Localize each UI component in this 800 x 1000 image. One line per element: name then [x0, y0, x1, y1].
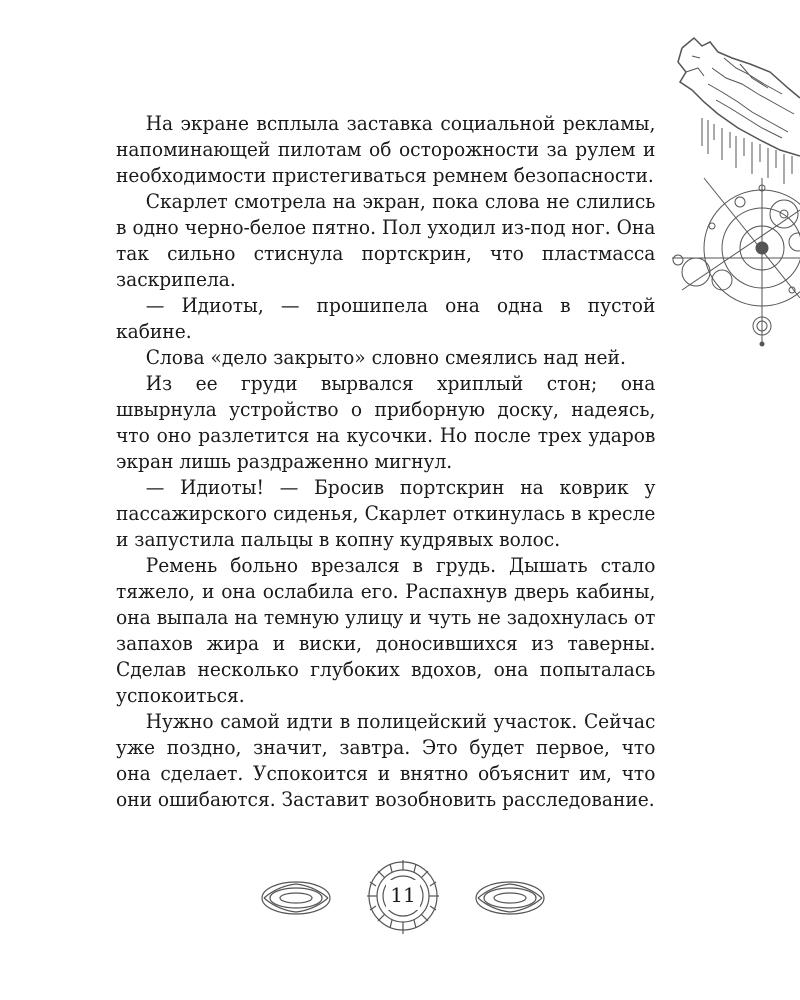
paragraph-5: Из ее груди вырвался хриплый стон; она швырнула устройство о приборную доску, надеясь, что оно разлетится на кусочки. Но после трех ударов экран лишь раздраженно мигнул. [116, 371, 656, 473]
paragraph-6: — Идиоты! — Бросив портскрин на коврик у пассажирского сиденья, Скарлет откинулась в кресле и запустила пальцы в копну кудрявых волос. [116, 475, 656, 551]
paragraph-8: Нужно самой идти в полицейский участок. Сейчас уже поздно, значит, завтра. Это будет первое, что она сделает. Успокоится и внятно объяснит им, что они ошибаются. Заставит возобновить расследование. [116, 709, 656, 811]
paragraph-1: На экране всплыла заставка социальной рекламы, напоминающей пилотам об осторожности за рулем и необходимости пристегиваться ремнем безопасности. [116, 111, 656, 187]
paragraph-4: Слова «дело закрыто» словно смеялись над ней. [145, 345, 626, 369]
paragraph-2: Скарлет смотрела на экран, пока слова не слились в одно черно-белое пятно. Пол уходил из-под ног. Она так сильно стиснула портскрин, что пластмасса заскрипела. [116, 189, 656, 291]
page-footer [258, 858, 548, 938]
paragraph-3: — Идиоты, — прошипела она одна в пустой кабине. [116, 293, 656, 343]
wolf-howling-icon [652, 28, 800, 350]
paragraph-7: Ремень больно врезался в грудь. Дышать стало тяжело, и она ослабила его. Распахнув дверь кабины, она выпала на темную улицу и чуть не задохнулась от запахов жира и виски, доносившихся из таверны. Сделав несколько глубоких вдохов, она попыталась успокоиться. [116, 553, 656, 707]
body-text [116, 110, 655, 812]
page-number: 11 [386, 880, 420, 910]
